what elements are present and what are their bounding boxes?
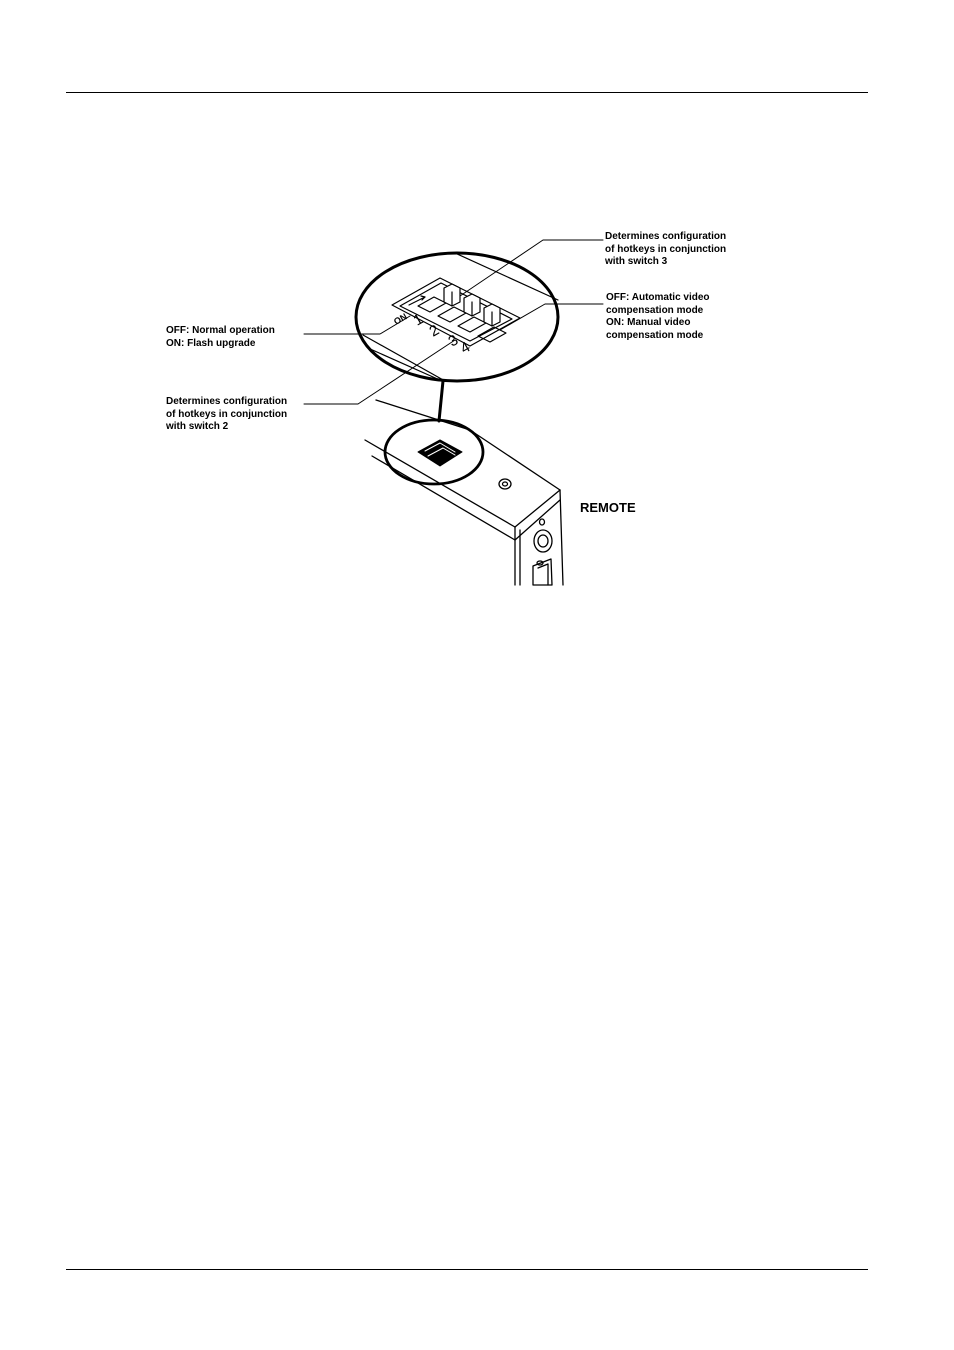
callout-switch1-flash: [166, 325, 275, 350]
callout-line: ON: Flash upgrade: [166, 337, 256, 349]
callout-switch4-video: [606, 292, 710, 342]
callout-line: with switch 3: [605, 256, 668, 267]
callout-line: OFF: Normal operation: [166, 325, 275, 336]
callout-line: ON: Manual video: [606, 317, 691, 328]
callout-line: compensation mode: [606, 329, 704, 341]
callout-switch3-hotkeys: [166, 396, 287, 434]
callout-switch2-hotkeys: [605, 231, 726, 269]
callout-line: compensation mode: [606, 304, 704, 316]
footer-rule: [66, 1269, 868, 1270]
remote-device-label: REMOTE: [580, 500, 636, 515]
switch-3-label: 3: [445, 331, 462, 351]
switch-2-label: 2: [426, 321, 443, 341]
device-dip-switch: [418, 440, 462, 466]
switch-1-label: 1: [410, 310, 427, 330]
callout-line: of hotkeys in conjunction: [166, 408, 288, 420]
callout-line: with switch 2: [166, 421, 229, 432]
callout-line: OFF: Automatic video: [606, 292, 710, 303]
magnifier-connector: [439, 381, 443, 421]
switch-on-label: ON: [392, 311, 409, 327]
magnifier-circle: [356, 253, 558, 381]
callout-line: Determines configuration: [166, 396, 288, 407]
switch-4-label: 4: [457, 338, 474, 358]
callout-line: Determines configuration: [605, 231, 727, 242]
callout-line: of hotkeys in conjunction: [605, 243, 727, 255]
magnified-dip-switch: [392, 278, 520, 346]
